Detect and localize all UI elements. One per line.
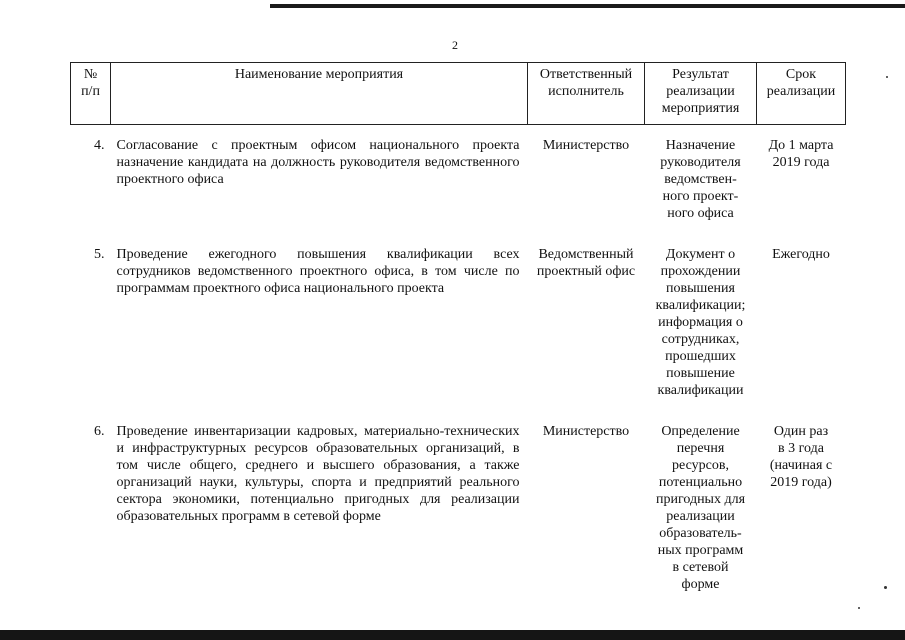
scan-speck — [884, 586, 887, 589]
result-line: ного проект- — [662, 189, 739, 204]
deadline-line: Ежегодно — [772, 247, 830, 262]
responsible-cell — [528, 411, 645, 605]
top-scan-edge — [270, 4, 905, 8]
deadline-line: 2019 года — [772, 155, 830, 170]
event-description: Проведение ежегодного повышения квалификации всех сотрудников ведомственного проектного офиса, в том числе по программам проектного офиса национального проекта — [116, 247, 520, 296]
events-table — [70, 62, 846, 605]
header-number — [71, 63, 111, 125]
header-result-line-1: Результат — [672, 67, 729, 82]
result-line: ных программ — [657, 543, 744, 558]
result-line: сотрудниках, — [661, 332, 740, 347]
result-line: форме — [681, 577, 720, 592]
result-line: в сетевой — [672, 560, 729, 575]
scan-speck — [886, 76, 888, 78]
deadline-line: (начиная с — [769, 458, 833, 473]
result-line: повышение — [666, 366, 735, 381]
result-line: квалификации; — [655, 298, 746, 313]
result-line: Документ о — [665, 247, 736, 262]
result-line: прохождении — [660, 264, 741, 279]
result-line: Определение — [661, 424, 740, 439]
header-responsible — [528, 63, 645, 125]
responsible-cell — [528, 125, 645, 235]
row-number: 4. — [94, 138, 105, 153]
result-cell — [645, 411, 757, 605]
table-row — [71, 234, 846, 411]
header-result-line-3: мероприятия — [661, 101, 740, 116]
responsible-cell — [528, 234, 645, 411]
table-header-row — [71, 63, 846, 125]
header-deadline-line-1: Срок — [785, 67, 817, 82]
result-cell — [645, 234, 757, 411]
event-description: Проведение инвентаризации кадровых, материально-технических и инфраструктурных ресурсов образовательных организаций, в том числе общего, среднего и высшего образования, а также организаций науки, культуры, спорта и предприятий реального сектора экономики, потенциально пригодных для реализации образовательных программ в сетевой форме — [116, 424, 520, 524]
header-number-line-2: п/п — [81, 84, 100, 99]
header-responsible-line-1: Ответственный — [539, 67, 633, 82]
header-result-line-2: реализации — [666, 84, 735, 99]
header-deadline-line-2: реализации — [766, 84, 836, 99]
result-line: информация о — [658, 315, 743, 330]
result-line: реализации — [666, 509, 735, 524]
page-number: 2 — [452, 38, 458, 52]
deadline-line: в 3 года — [778, 441, 824, 456]
scan-speck — [858, 607, 860, 609]
result-line: потенциально — [658, 475, 743, 490]
table-body — [71, 125, 846, 606]
row-number: 6. — [94, 424, 105, 439]
deadline-cell — [757, 234, 846, 411]
result-line: ного офиса — [667, 206, 734, 221]
bottom-scan-edge — [0, 630, 905, 640]
responsible-line: Ведомственный — [538, 247, 634, 262]
result-line: ресурсов, — [672, 458, 729, 473]
header-responsible-line-2: исполнитель — [548, 84, 624, 99]
responsible-line: Министерство — [542, 424, 630, 439]
table-row — [71, 411, 846, 605]
deadline-line: 2019 года) — [770, 475, 832, 490]
header-result — [645, 63, 757, 125]
result-line: пригодных для — [655, 492, 746, 507]
responsible-line: проектный офис — [536, 264, 636, 279]
deadline-line: До 1 марта — [768, 138, 834, 153]
deadline-line: Один раз — [773, 424, 829, 439]
event-description: Согласование с проектным офисом национального проекта назначение кандидата на должность руководителя ведомственного проектного офиса — [116, 138, 520, 187]
header-deadline — [757, 63, 846, 125]
result-line: Назначение — [665, 138, 736, 153]
result-line: руководителя — [660, 155, 741, 170]
deadline-cell — [757, 411, 846, 605]
result-line: перечня — [676, 441, 725, 456]
header-event-name: Наименование мероприятия — [111, 63, 528, 125]
row-number: 5. — [94, 247, 105, 262]
deadline-cell — [757, 125, 846, 235]
result-line: квалификации — [657, 383, 744, 398]
header-number-line-1: № — [83, 67, 98, 82]
result-line: повышения — [666, 281, 735, 296]
result-cell — [645, 125, 757, 235]
result-line: прошедших — [665, 349, 736, 364]
result-line: образователь- — [659, 526, 742, 541]
responsible-line: Министерство — [542, 138, 630, 153]
result-line: ведомствен- — [664, 172, 737, 187]
table-row — [71, 125, 846, 235]
